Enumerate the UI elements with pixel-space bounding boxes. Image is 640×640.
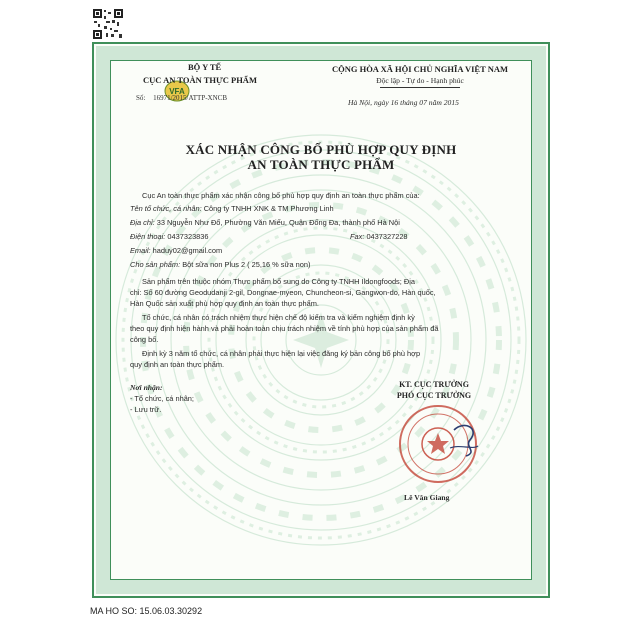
fax-line [350, 232, 408, 242]
fax-value: 0437327228 [366, 232, 408, 241]
document-title-line2: AN TOÀN THỰC PHẨM [247, 157, 395, 172]
email-label: Email: [130, 246, 151, 255]
signature-title-1: KT. CỤC TRƯỞNG [399, 380, 469, 389]
fax-label: Fax: [350, 232, 365, 241]
product-label: Cho sản phẩm: [130, 260, 181, 269]
qr-code [92, 8, 124, 40]
phone-label: Điện thoại: [130, 232, 166, 241]
certificate [92, 42, 550, 598]
national-motto: Độc lập - Tự do - Hạnh phúc [376, 76, 464, 85]
document-number-value: 16971/2015/ATTP-XNCB [153, 94, 227, 102]
phone-line [130, 232, 209, 242]
document-title-line1: XÁC NHẬN CÔNG BỐ PHÙ HỢP QUY ĐỊNH [185, 142, 457, 157]
paragraph-1-line-3: Hàn Quốc sản xuất phù hợp quy định an toàn thực phẩm. [130, 299, 319, 308]
paragraph-2-line-2: theo quy định hiện hành và phải hoàn toàn chịu trách nhiệm về tính phù hợp của sản phẩm đã [130, 324, 439, 333]
recipients-label: Nơi nhận: [130, 383, 163, 392]
address-value: 33 Nguyễn Như Đổ, Phường Văn Miếu, Quận Đống Đa, thành phố Hà Nội [156, 218, 400, 227]
address-label: Địa chỉ: [130, 218, 155, 227]
email-value: haduy02@gmail.com [152, 246, 223, 255]
paragraph-1-line-2: chỉ: Số 60 đường Geodudanji 2-gil, Dongnae-myeon, Chuncheon-si, Gangwon-do, Hàn quốc, [130, 288, 436, 297]
phone-value: 0437323836 [167, 232, 209, 241]
org-label: Tên tổ chức, cá nhân: [130, 204, 202, 213]
signer-name: Lê Văn Giang [404, 493, 450, 502]
paragraph-3-line-2: quy định an toàn thực phẩm. [130, 360, 225, 369]
motto-underline [380, 87, 460, 88]
signature-title-2: PHÓ CỤC TRƯỞNG [396, 391, 472, 400]
address-line [130, 218, 400, 228]
document-number [136, 94, 227, 102]
official-seal [394, 400, 482, 488]
place-date: Hà Nội, ngày 16 tháng 07 năm 2015 [348, 98, 459, 107]
org-value: Công ty TNHH XNK & TM Phương Linh [203, 204, 334, 213]
svg-text:VFA: VFA [169, 87, 185, 96]
paragraph-1-line-1: Sản phẩm trên thuộc nhóm Thực phẩm bổ sung do Công ty TNHH Ildongfoods; Địa [142, 277, 415, 286]
product-value: Bột sữa non Plus 2 ( 25,16 % sữa non) [182, 260, 311, 269]
paragraph-2-line-3: công bố. [130, 335, 159, 344]
ministry-name: BỘ Y TẾ [188, 62, 222, 72]
intro-text: Cục An toàn thực phẩm xác nhận công bố phù hợp quy định an toàn thực phẩm của: [142, 191, 420, 200]
recipients-item-2: - Lưu trữ. [130, 405, 162, 414]
paragraph-2-line-1: Tổ chức, cá nhân có trách nhiệm thực hiện chế độ kiểm tra và kiểm nghiệm định kỳ [142, 313, 415, 322]
document-number-label: Số: [136, 94, 146, 102]
recipients-item-1: - Tổ chức, cá nhân; [130, 394, 194, 403]
paragraph-3-line-1: Định kỳ 3 năm tổ chức, cá nhân phải thực hiện lại việc đăng ký bản công bố phù hợp [142, 349, 421, 358]
email-line [130, 246, 222, 256]
agency-name: CỤC AN TOÀN THỰC PHẨM [143, 75, 257, 85]
file-code: MA HO SO: 15.06.03.30292 [90, 606, 203, 616]
product-line [130, 260, 310, 270]
national-title: CỘNG HÒA XÃ HỘI CHỦ NGHĨA VIỆT NAM [331, 64, 509, 74]
org-line [130, 204, 334, 214]
